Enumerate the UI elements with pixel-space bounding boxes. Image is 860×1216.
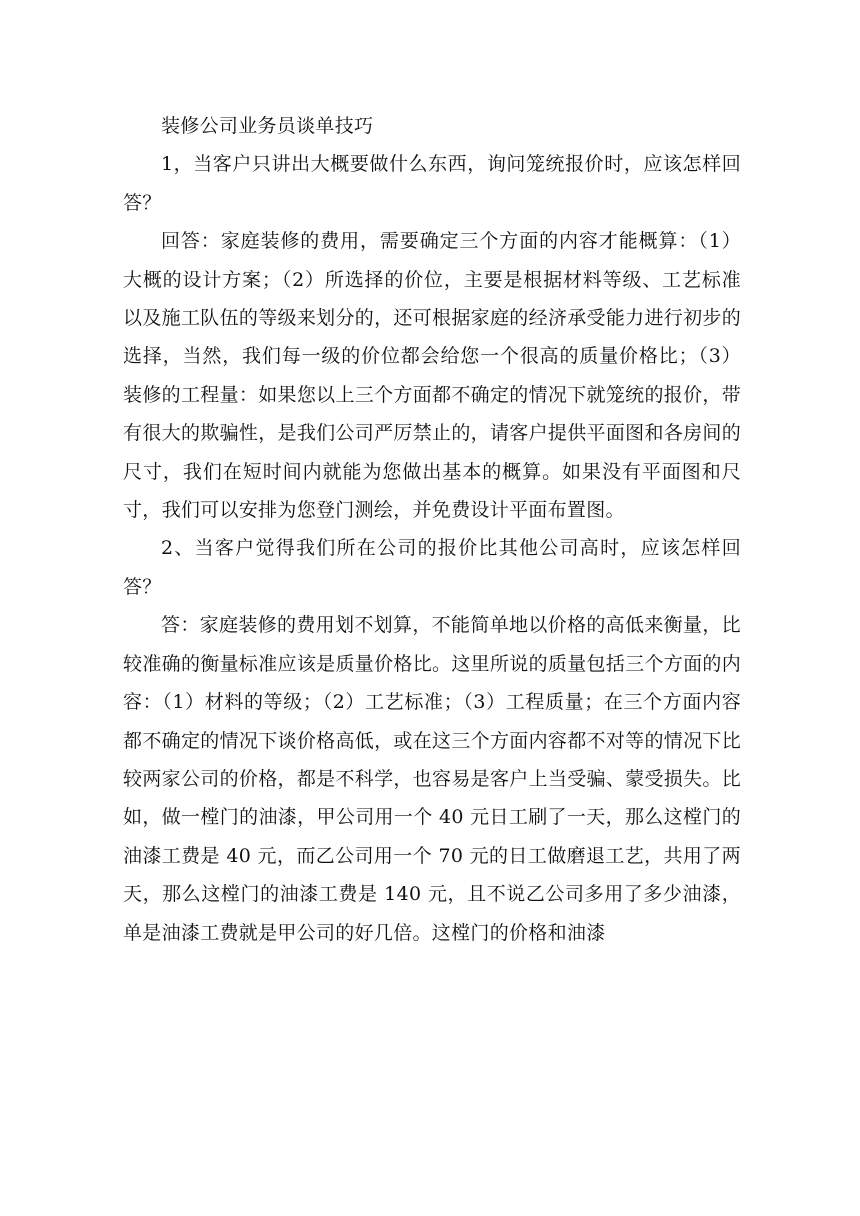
document-body <box>123 107 741 952</box>
question-1: 1，当客户只讲出大概要做什么东西，询问笼统报价时，应该怎样回答？ <box>123 153 741 214</box>
document-title: 装修公司业务员谈单技巧 <box>161 115 374 137</box>
answer-2: 答：家庭装修的费用划不划算，不能简单地以价格的高低来衡量，比较准确的衡量标准应该是质量价格比。这里所说的质量包括三个方面的内容：（1）材料的等级；（2）工艺标准；（3）工程质量；在三个方面内容都不确定的情况下谈价格高低，或在这三个方面内容都不对等的情况下比较两家公司的价格，都是不科学，也容易是客户上当受骗、蒙受损失。比如，做一樘门的油漆，甲公司用一个 40 元日工刷了一天，那么这樘门的油漆工费是 40 元，而乙公司用一个 70 元的日工做磨退工艺，共用了两天，那么这樘门的油漆工费是 140 元，且不说乙公司多用了多少油漆，单是油漆工费就是甲公司的好几倍。这樘门的价格和油漆 <box>123 614 741 944</box>
answer-1: 回答：家庭装修的费用，需要确定三个方面的内容才能概算：（1）大概的设计方案；（2）所选择的价位，主要是根据材料等级、工艺标准以及施工队伍的等级来划分的，还可根据家庭的经济承受能力进行初步的选择，当然，我们每一级的价位都会给您一个很高的质量价格比；（3）装修的工程量：如果您以上三个方面都不确定的情况下就笼统的报价，带有很大的欺骗性，是我们公司严厉禁止的，请客户提供平面图和各房间的尺寸，我们在短时间内就能为您做出基本的概算。如果没有平面图和尺寸，我们可以安排为您登门测绘，并免费设计平面布置图。 <box>123 230 741 522</box>
question-2: 2、当客户觉得我们所在公司的报价比其他公司高时，应该怎样回答？ <box>123 537 741 598</box>
